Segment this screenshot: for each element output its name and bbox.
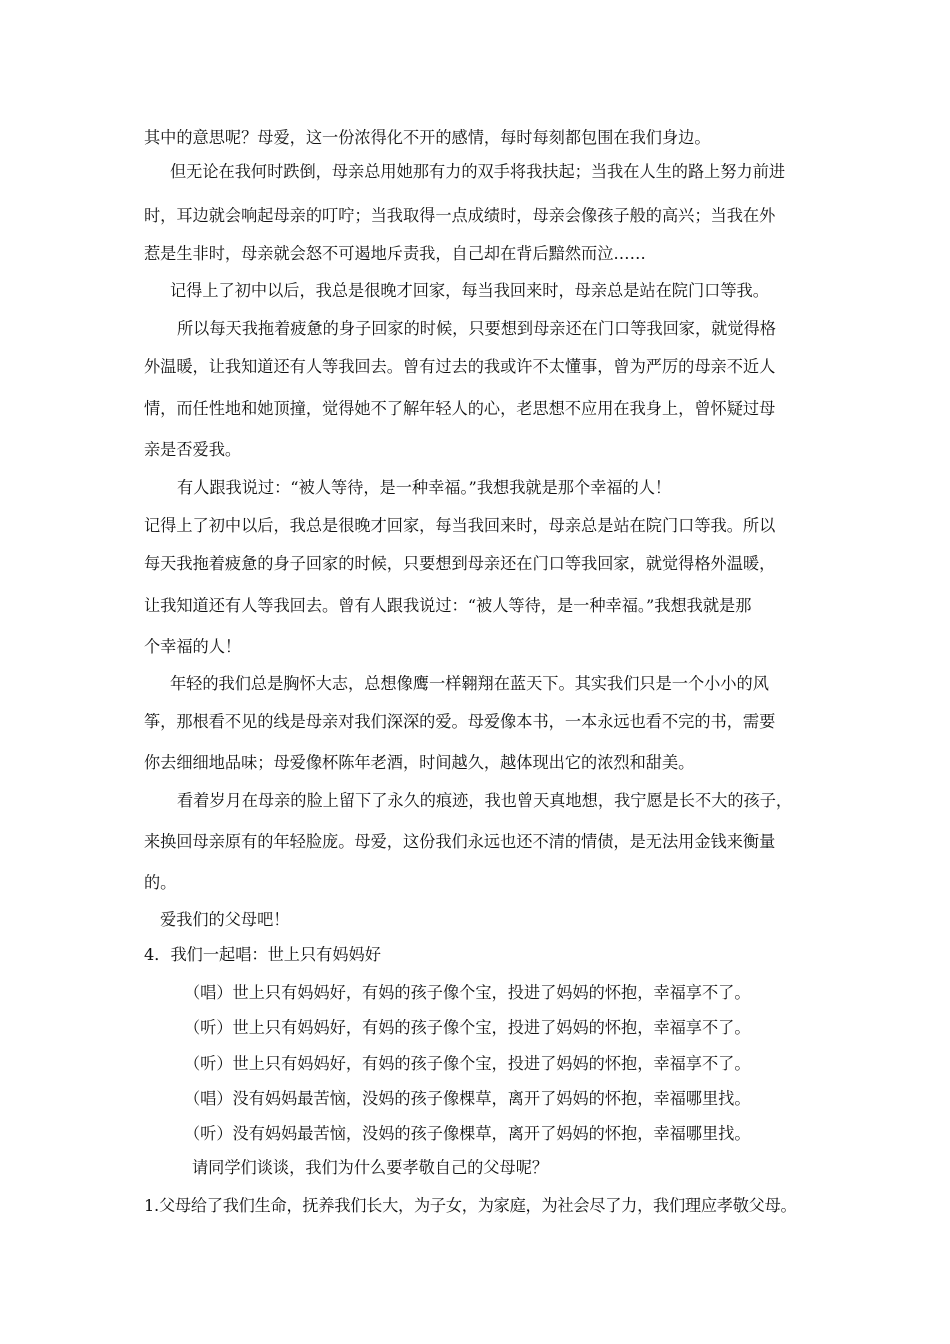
text-line: 惹是生非时，母亲就会怒不可遏地斥责我，自己却在背后黯然而泣…… — [144, 244, 646, 263]
text-line: 记得上了初中以后，我总是很晚才回家，每当我回来时，母亲总是站在院门口等我。所以 — [144, 516, 776, 535]
text-line: 所以每天我拖着疲惫的身子回家的时候，只要想到母亲还在门口等我回家，就觉得格 — [177, 319, 776, 338]
text-line: （唱）没有妈妈最苦恼，没妈的孩子像棵草，离开了妈妈的怀抱，幸福哪里找。 — [184, 1089, 751, 1108]
text-line: （唱）世上只有妈妈好，有妈的孩子像个宝，投进了妈妈的怀抱，幸福享不了。 — [184, 983, 751, 1002]
text-line: 的。 — [144, 873, 177, 892]
text-line: 筝，那根看不见的线是母亲对我们深深的爱。母爱像本书，一本永远也看不完的书，需要 — [144, 712, 776, 731]
text-line: 每天我拖着疲惫的身子回家的时候，只要想到母亲还在门口等我回家，就觉得格外温暖， — [144, 554, 776, 573]
text-line: 亲是否爱我。 — [144, 440, 242, 459]
text-line: 4．我们一起唱：世上只有妈妈好 — [144, 945, 381, 964]
text-line: 年轻的我们总是胸怀大志，总想像鹰一样翱翔在蓝天下。其实我们只是一个小小的风 — [170, 674, 769, 693]
text-line: 情，而任性地和她顶撞，觉得她不了解年轻人的心，老思想不应用在我身上，曾怀疑过母 — [144, 399, 776, 418]
text-line: 1.父母给了我们生命，抚养我们长大，为子女，为家庭，为社会尽了力，我们理应孝敬父母。 — [144, 1196, 797, 1215]
text-line: 其中的意思呢？母爱，这一份浓得化不开的感情，每时每刻都包围在我们身边。 — [144, 128, 711, 147]
text-line: 你去细细地品味；母爱像杯陈年老酒，时间越久，越体现出它的浓烈和甜美。 — [144, 753, 695, 772]
text-line: （听）没有妈妈最苦恼，没妈的孩子像棵草，离开了妈妈的怀抱，幸福哪里找。 — [184, 1124, 751, 1143]
text-line: 看着岁月在母亲的脸上留下了永久的痕迹，我也曾天真地想，我宁愿是长不大的孩子， — [177, 791, 793, 810]
text-line: （听）世上只有妈妈好，有妈的孩子像个宝，投进了妈妈的怀抱，幸福享不了。 — [184, 1018, 751, 1037]
text-line: 记得上了初中以后，我总是很晚才回家，每当我回来时，母亲总是站在院门口等我。 — [170, 281, 769, 300]
text-line: 时，耳边就会响起母亲的叮咛；当我取得一点成绩时，母亲会像孩子般的高兴；当我在外 — [144, 206, 776, 225]
text-line: 个幸福的人！ — [144, 637, 242, 656]
text-line: 爱我们的父母吧！ — [160, 910, 290, 929]
text-line: 但无论在我何时跌倒，母亲总用她那有力的双手将我扶起；当我在人生的路上努力前进 — [170, 162, 786, 181]
text-line: 有人跟我说过：“被人等待，是一种幸福。”我想我就是那个幸福的人！ — [177, 478, 672, 497]
text-line: 请同学们谈谈，我们为什么要孝敬自己的父母呢？ — [192, 1158, 549, 1177]
text-line: 来换回母亲原有的年轻脸庞。母爱，这份我们永远也还不清的情债，是无法用金钱来衡量 — [144, 832, 776, 851]
text-line: 让我知道还有人等我回去。曾有人跟我说过：“被人等待，是一种幸福。”我想我就是那 — [144, 596, 752, 615]
text-line: 外温暖，让我知道还有人等我回去。曾有过去的我或许不太懂事，曾为严厉的母亲不近人 — [144, 357, 776, 376]
text-line: （听）世上只有妈妈好，有妈的孩子像个宝，投进了妈妈的怀抱，幸福享不了。 — [184, 1054, 751, 1073]
